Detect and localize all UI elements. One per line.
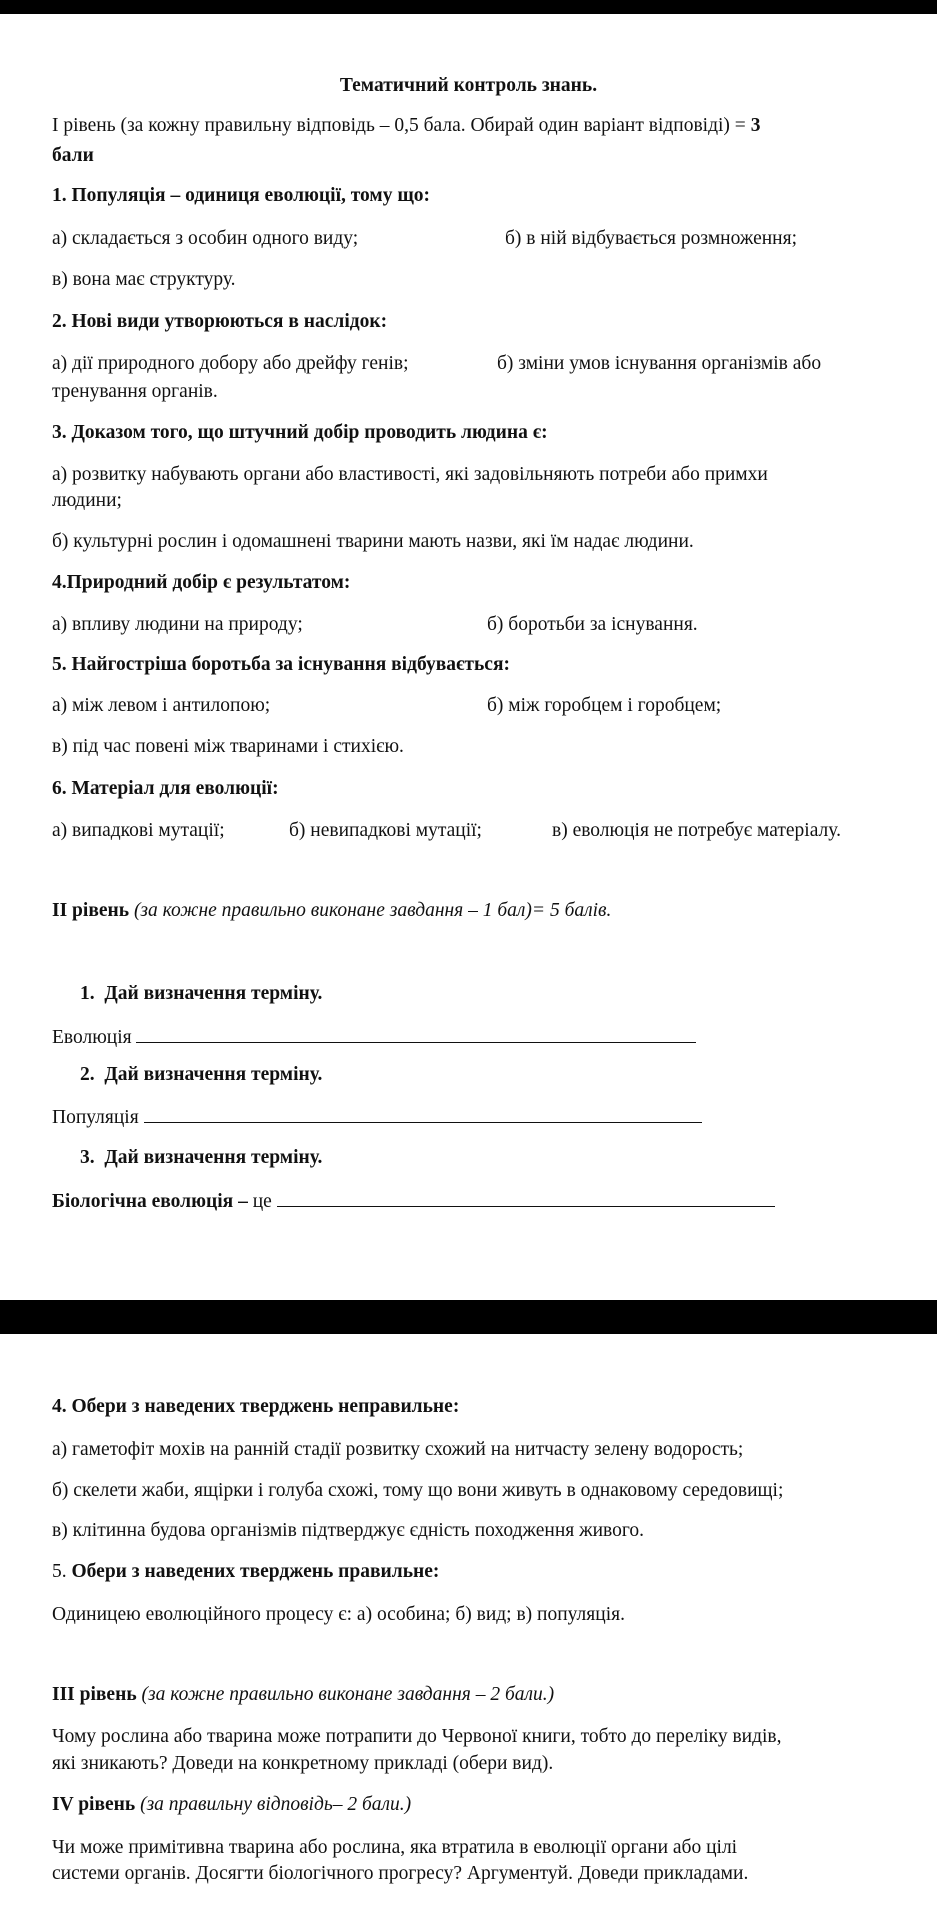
question-5: 5. Найгостріша боротьба за існування відбувається:	[52, 654, 511, 675]
task-1: 1. Дай визначення терміну.	[80, 983, 323, 1004]
q6-option-b: б) невипадкові мутації;	[289, 820, 482, 841]
q2-option-b-cont: тренування органів.	[52, 381, 218, 402]
q6-option-c: в) еволюція не потребує матеріалу.	[552, 820, 841, 841]
question-1: 1. Популяція – одиниця еволюції, тому що:	[52, 185, 431, 206]
task-4-option-c: в) клітинна будова організмів підтверджує єдність походження живого.	[52, 1520, 644, 1541]
level1-heading-cont: бали	[52, 145, 94, 166]
q3-option-a: а) розвитку набувають органи або властивості, які задовільняють потреби або примхи	[52, 464, 768, 485]
q6-option-a: а) випадкові мутації;	[52, 820, 225, 841]
task-1-answer: Еволюція	[52, 1024, 696, 1050]
level3-text-line2: які зникають? Доведи на конкретному прикладі (обери вид).	[52, 1753, 554, 1774]
q3-option-a-cont: людини;	[52, 490, 122, 511]
q5-option-c: в) під час повені між тваринами і стихією.	[52, 736, 404, 757]
level3-text-line1: Чому рослина або тварина може потрапити до Червоної книги, тобто до переліку видів,	[52, 1726, 782, 1747]
q3-option-b: б) культурні рослин і одомашнені тварини мають назви, які їм надає людини.	[52, 531, 694, 552]
q2-option-b: б) зміни умов існування організмів або	[497, 353, 822, 374]
q1-option-c: в) вона має структуру.	[52, 269, 236, 290]
task-3-answer: Біологічна еволюція – це	[52, 1188, 775, 1214]
q1-option-a: а) складається з особин одного виду;	[52, 228, 359, 249]
q5-option-a: а) між левом і антилопою;	[52, 695, 271, 716]
question-6: 6. Матеріал для еволюції:	[52, 778, 279, 799]
level2-heading: ІІ рівень (за кожне правильно виконане завдання – 1 бал)= 5 балів.	[52, 900, 612, 921]
q4-option-a: а) впливу людини на природу;	[52, 614, 303, 635]
task-2: 2. Дай визначення терміну.	[80, 1064, 323, 1085]
task-5-body: Одиницею еволюційного процесу є: а) особина; б) вид; в) популяція.	[52, 1604, 625, 1625]
task-4: 4. Обери з наведених тверджень неправильне:	[52, 1396, 460, 1417]
answer-blank[interactable]	[136, 1024, 696, 1043]
task-2-answer: Популяція	[52, 1104, 702, 1130]
question-4: 4.Природний добір є результатом:	[52, 572, 351, 593]
page-separator-bar	[0, 1300, 937, 1334]
level4-text-line1: Чи може примітивна тварина або рослина, яка втратила в еволюції органи або цілі	[52, 1837, 738, 1858]
answer-blank[interactable]	[277, 1188, 775, 1207]
task-4-option-b: б) скелети жаби, ящірки і голуба схожі, тому що вони живуть в однаковому середовищі;	[52, 1480, 784, 1501]
q1-option-b: б) в ній відбувається розмноження;	[505, 228, 797, 249]
level1-heading: І рівень (за кожну правильну відповідь – 0,5 бала. Обирай один варіант відповіді) = 3	[52, 115, 761, 136]
task-5: 5. Обери з наведених тверджень правильне:	[52, 1561, 440, 1582]
q4-option-b: б) боротьби за існування.	[487, 614, 698, 635]
level3-heading: ІІІ рівень (за кожне правильно виконане завдання – 2 бали.)	[52, 1684, 555, 1705]
question-3: 3. Доказом того, що штучний добір проводить людина є:	[52, 422, 548, 443]
level4-text-line2: системи органів. Досягти біологічного прогресу? Аргументуй. Доведи прикладами.	[52, 1863, 749, 1884]
task-3: 3. Дай визначення терміну.	[80, 1147, 323, 1168]
question-2: 2. Нові види утворюються в наслідок:	[52, 311, 388, 332]
q2-option-a: а) дії природного добору або дрейфу генів;	[52, 353, 409, 374]
answer-blank[interactable]	[144, 1104, 702, 1123]
q5-option-b: б) між горобцем і горобцем;	[487, 695, 722, 716]
task-4-option-a: а) гаметофіт мохів на ранній стадії розвитку схожий на нитчасту зелену водорость;	[52, 1439, 744, 1460]
page-title: Тематичний контроль знань.	[339, 75, 598, 96]
top-border-bar	[0, 0, 937, 14]
level4-heading: ІV рівень (за правильну відповідь– 2 бали.)	[52, 1794, 412, 1815]
